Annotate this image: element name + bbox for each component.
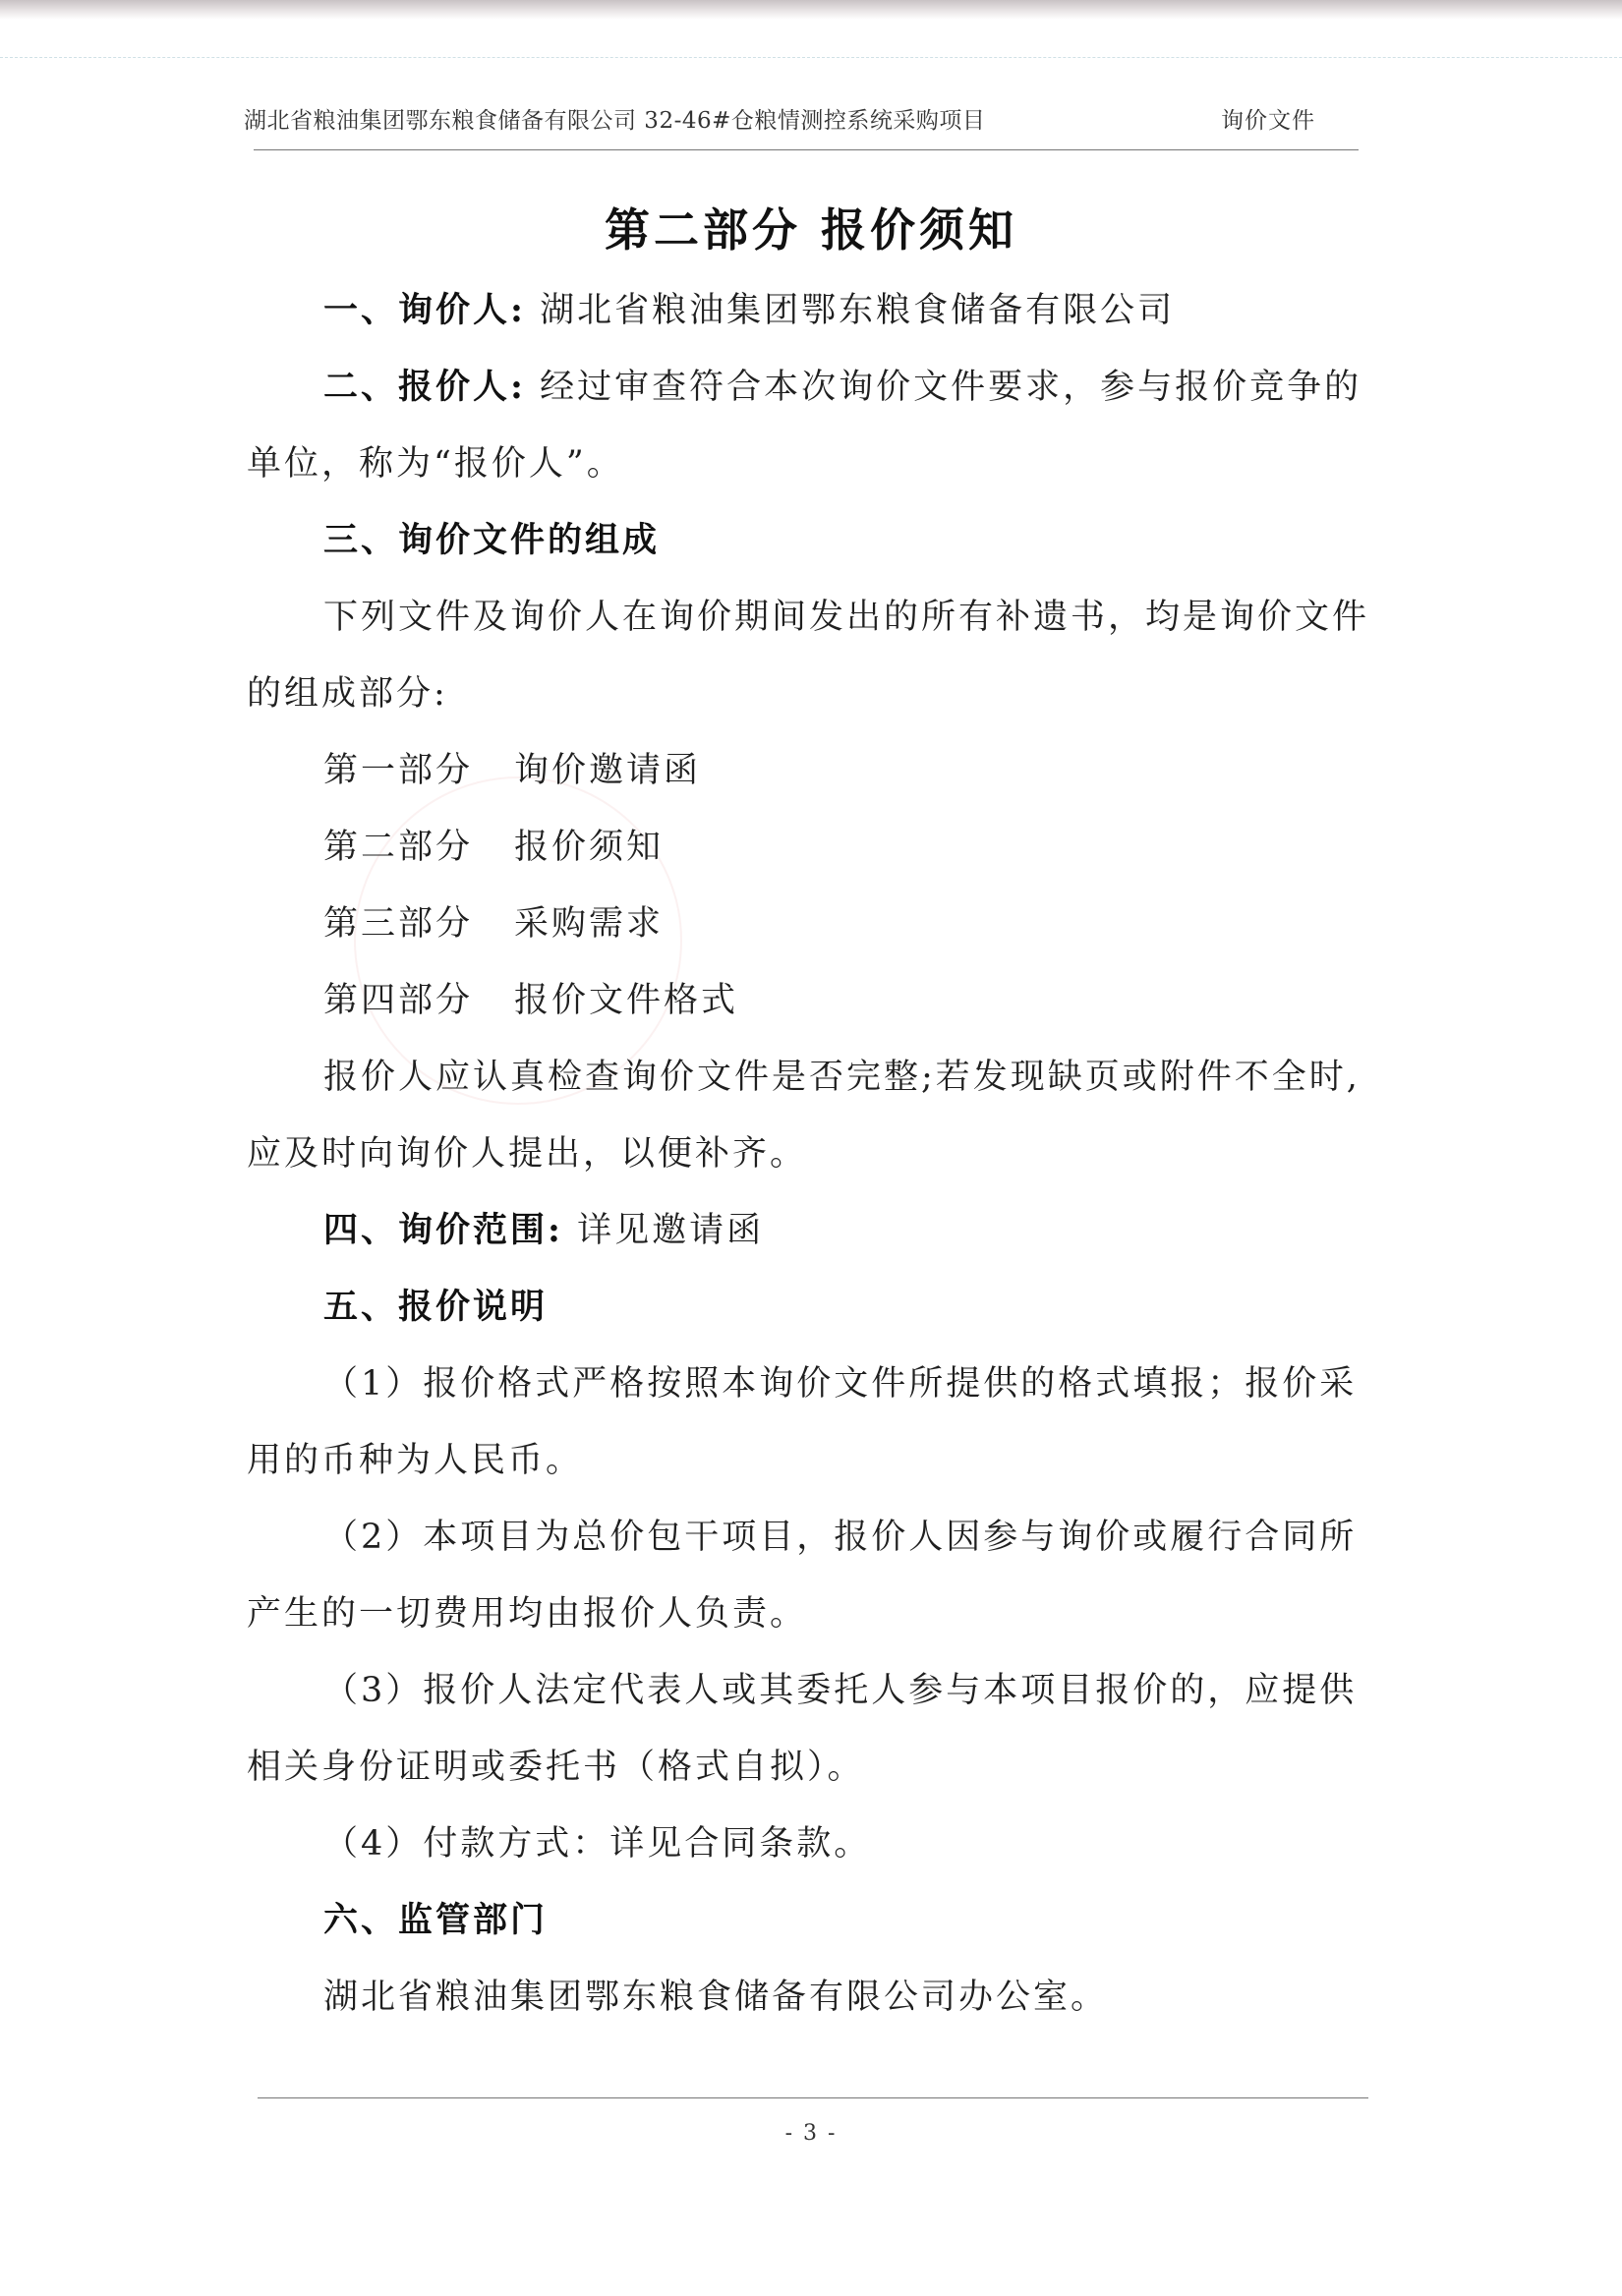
section-3-intro-cont: 的组成部分:	[247, 674, 448, 714]
section-5-item-4: （4）付款方式：详见合同条款。	[323, 1824, 872, 1864]
section-2-label: 二、报价人:	[323, 367, 526, 407]
part-item-4	[323, 973, 738, 1022]
section-1	[323, 283, 1175, 332]
section-3-heading: 三、询价文件的组成	[323, 520, 661, 560]
section-5-item-1: （1）报价格式严格按照本询价文件所提供的格式填报；报价采	[323, 1364, 1358, 1404]
part-2-number: 第二部分	[323, 828, 474, 867]
section-2	[323, 360, 1361, 409]
part-1-name: 询价邀请函	[514, 751, 702, 790]
section-3-note: 报价人应认真检查询价文件是否完整;若发现缺页或附件不全时,	[323, 1058, 1361, 1097]
section-5-item-3-cont: 相关身份证明或委托书（格式自拟）。	[247, 1748, 865, 1787]
section-4-label: 四、询价范围:	[323, 1210, 563, 1250]
part-1-number: 第一部分	[323, 751, 474, 790]
section-4-text: 详见邀请函	[577, 1211, 765, 1250]
section-1-label: 一、询价人:	[323, 290, 526, 330]
header-doc-type: 询价文件	[1221, 108, 1315, 134]
part-item-2	[323, 820, 664, 869]
scan-edge-top	[0, 0, 1622, 20]
header-project-title: 湖北省粮油集团鄂东粮食储备有限公司 32-46#仓粮情测控系统采购项目	[244, 108, 986, 134]
part-4-name: 报价文件格式	[514, 981, 739, 1020]
part-3-name: 采购需求	[514, 904, 665, 944]
header-divider	[254, 149, 1359, 150]
part-3-number: 第三部分	[323, 904, 474, 944]
section-4	[323, 1203, 764, 1252]
section-5-item-2-cont: 产生的一切费用均由报价人负责。	[247, 1594, 808, 1634]
section-5-item-2: （2）本项目为总价包干项目，报价人因参与询价或履行合同所	[323, 1518, 1358, 1557]
section-2-cont: 单位，称为“报价人”。	[247, 444, 624, 484]
section-5-item-1-cont: 用的币种为人民币。	[247, 1441, 584, 1480]
section-3-intro: 下列文件及询价人在询价期间发出的所有补遗书，均是询价文件	[323, 598, 1370, 637]
section-5-item-3: （3）报价人法定代表人或其委托人参与本项目报价的，应提供	[323, 1671, 1358, 1710]
section-6-text: 湖北省粮油集团鄂东粮食储备有限公司办公室。	[323, 1978, 1109, 2017]
part-item-3	[323, 896, 664, 946]
part-2-name: 报价须知	[514, 828, 665, 867]
footer-divider	[258, 2097, 1368, 2098]
section-5-heading: 五、报价说明	[323, 1287, 549, 1327]
page-number: - 3 -	[784, 2121, 838, 2146]
section-6-heading: 六、监管部门	[323, 1900, 549, 1940]
part-4-number: 第四部分	[323, 981, 474, 1020]
section-1-text: 湖北省粮油集团鄂东粮食储备有限公司	[540, 291, 1176, 330]
scan-guide-line	[0, 57, 1622, 58]
part-item-1	[323, 743, 701, 792]
section-3-note-cont: 应及时向询价人提出，以便补齐。	[247, 1134, 808, 1174]
page-title: 第二部分 报价须知	[604, 203, 1017, 257]
section-2-text: 经过审查符合本次询价文件要求，参与报价竞争的	[540, 368, 1362, 407]
